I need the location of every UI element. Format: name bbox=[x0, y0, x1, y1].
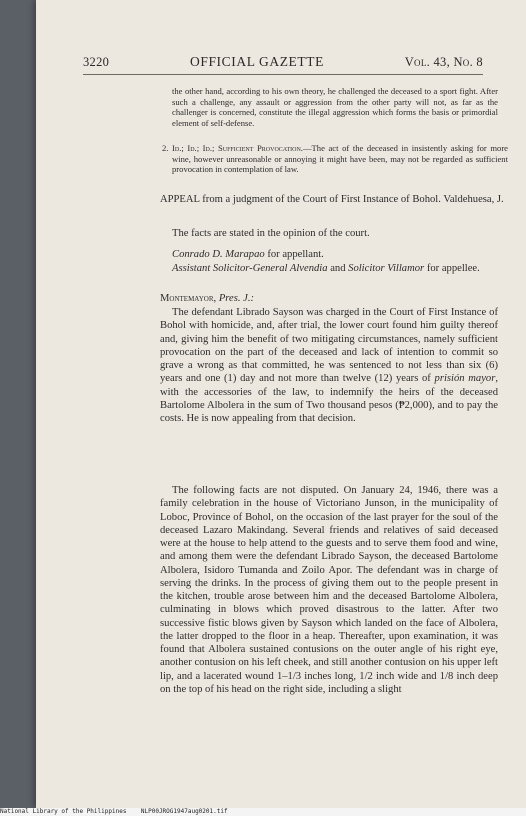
author-title: Pres. J.: bbox=[218, 293, 255, 304]
opinion-paragraph-2: The following facts are not disputed. On January 24, 1946, there was a family celebration in the house of Victoriano Junson, in the municipality of Loboc, Province of Bohol, on the occasion of the last prayer for the soul of the deceased Lazaro Makindang. Several friends and relatives of said deceased were at the house to help attend to the guests and to serve them food and wine, and among them were the defendant Librado Sayson, the deceased Bartolome Albolera, Isidoro Tumanda and Zoilo Apor. The defendant was in charge of serving the drinks. In the process of giving them out to the people present in the kitchen, trouble arose between him and the deceased Bartolome Albolera, culminating in blows which proved disastrous to the latter. After two successive fistic blows given by Sayson which landed on the face of Albolera, the latter dropped to the floor in a heap. Thereafter, upon examination, it was found that Albolera sustained contusions on the outer angle of his right eye, another contusion on his left cheek, and still another contusion on his upper left lip, and a lacerated wound 1–1/3 inches long, 1/2 inch wide and 1/8 inch deep on the top of his head on the right side, including a slight bbox=[160, 485, 498, 695]
appellee-suffix: for appellee. bbox=[424, 263, 480, 274]
appeal-line: APPEAL from a judgment of the Court of First Instance of Bohol. Valdehuesa, J. bbox=[160, 194, 504, 205]
publication-title: OFFICIAL GAZETTE bbox=[189, 54, 324, 69]
appellee-counsel-name-2: Solicitor Villamor bbox=[348, 263, 425, 274]
para1-italic: prisión mayor bbox=[434, 373, 496, 385]
para1-part-b: , with the accessories of the law, to indemnify the heirs of the deceased Bartolome Albolera in the sum of Two thousand pesos (₱2,000), and to pay the costs. He is now appealing from that decision. bbox=[160, 373, 498, 424]
para1-part-a: The defendant Librado Sayson was charged in the Court of First Instance of Bohol with homicide, and, after trial, the lower court found him guilty thereof and, giving him the benefit of two mitigating circumstances, namely sufficient provocation on the part of the deceased and lack of intention to commit so grave a wrong as that committed, he was sentenced to not less than six (6) years and one (1) day and not more than twelve (12) years of bbox=[160, 307, 498, 385]
opinion-author bbox=[160, 292, 498, 305]
appellant-counsel-name: Conrado D. Marapao bbox=[172, 249, 265, 260]
document-page bbox=[36, 0, 526, 808]
syllabus-item-2-lead: 2. Id.; Id.; Id.; Sufficient Provocation. bbox=[162, 143, 303, 153]
syllabus-item-2 bbox=[162, 143, 508, 175]
header-rule bbox=[83, 74, 483, 75]
appellee-counsel-name-1: Assistant Solicitor-General Alvendia bbox=[172, 263, 328, 274]
volume-number: Vol. 43, No. 8 bbox=[404, 55, 483, 69]
page-number: 3220 bbox=[83, 55, 110, 69]
opinion-paragraph-1 bbox=[160, 306, 498, 425]
scan-footer: National Library of the Philippines NLP00JROG1947aug0201.tif bbox=[0, 808, 526, 816]
syllabus-item-2-text: —The act of the deceased in insistently asking for more wine, however unreasonable or annoying it might have been, may not be regarded as sufficient provocation in contemplation of law. bbox=[172, 143, 508, 175]
running-header bbox=[83, 54, 483, 70]
appellant-suffix: for appellant. bbox=[264, 249, 324, 260]
syllabus-continuation: the other hand, according to his own theory, he challenged the deceased to a sport fight. After such a challenge, any assault or aggression from the other party will not, as far as the challenger is concerned, constitute the illegal aggression which forms the basis or primordial element of self-defense. bbox=[172, 86, 498, 128]
counsel-appellant bbox=[160, 248, 498, 261]
facts-stated: The facts are stated in the opinion of the court. bbox=[172, 228, 370, 239]
counsel-appellee bbox=[160, 262, 498, 275]
appellee-and: and bbox=[327, 263, 349, 274]
author-name: Montemayor, bbox=[160, 293, 217, 304]
